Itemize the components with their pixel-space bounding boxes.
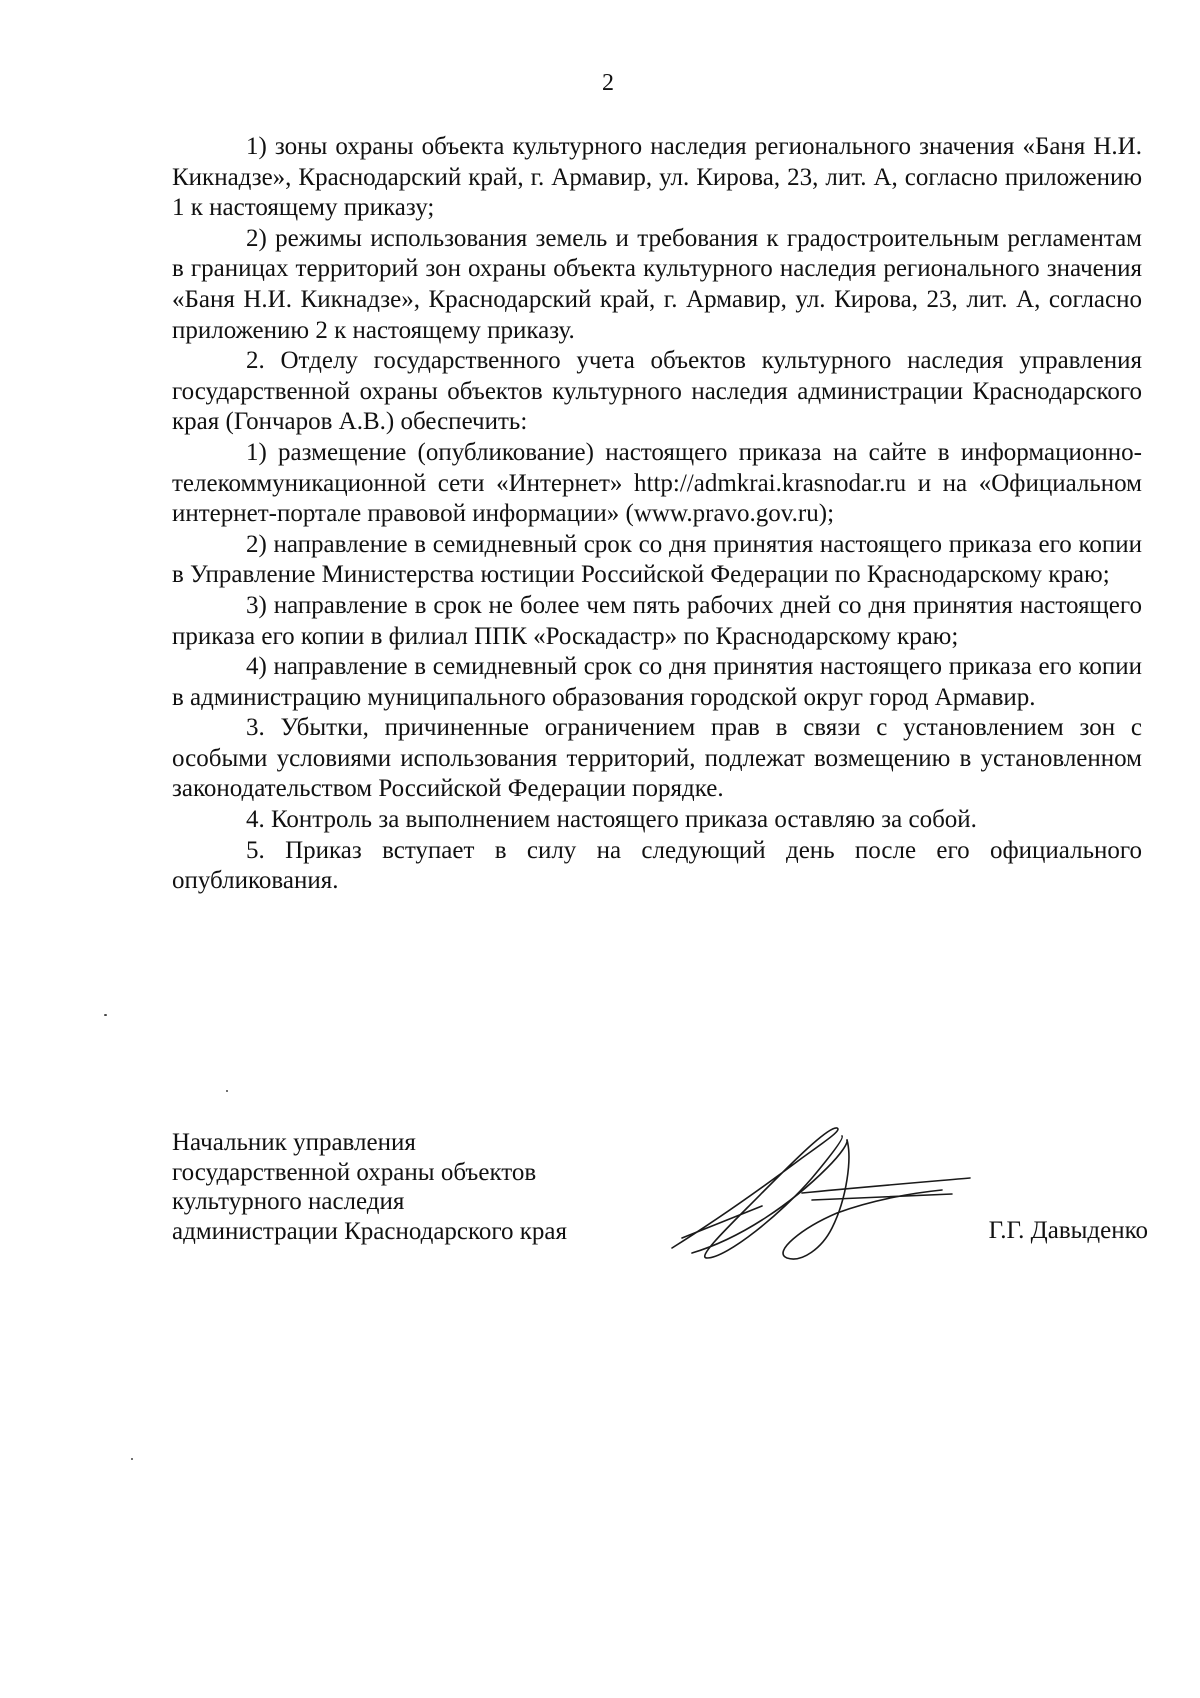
paragraph-2-registry-department: 2. Отделу государственного учета объектов культурного наследия управления государственной охраны объектов культурного наследия администрации Краснодарского края (Гончаров А.В.) обеспечить:: [172, 347, 1142, 436]
paragraph-2-2-ministry-of-justice: 2) направление в семидневный срок со дня принятия настоящего приказа его копии в Управление Министерства юстиции Российской Федерации по Краснодарскому краю;: [172, 530, 1142, 589]
paragraph-2-3-roskadastr: 3) направление в срок не более чем пять рабочих дней со дня принятия настоящего приказа его копии в филиал ППК «Роскадастр» по Краснодарскому краю;: [172, 591, 1142, 650]
paragraph-4-control: 4. Контроль за выполнением настоящего приказа оставляю за собой.: [246, 806, 977, 834]
signer-position-line: государственной охраны объектов: [172, 1158, 537, 1186]
paragraph-3-losses: 3. Убытки, причиненные ограничением прав в связи с установлением зон с особыми условиями использования территорий, подлежат возмещению в установленном законодательством Российской Федерации порядке.: [172, 714, 1142, 803]
page-number: 2: [602, 70, 614, 96]
signer-position-line: администрации Краснодарского края: [172, 1217, 568, 1245]
scan-speck: [104, 1014, 107, 1016]
signer-position: [172, 1128, 567, 1246]
paragraph-1-1-protection-zones: 1) зоны охраны объекта культурного наследия регионального значения «Баня Н.И. Кикнадзе», Краснодарский край, г. Армавир, ул. Кирова, 23, лит. А, согласно приложению 1 к настоящему приказу;: [172, 133, 1142, 222]
paragraph-2-4-municipal-administration: 4) направление в семидневный срок со дня принятия настоящего приказа его копии в администрацию муниципального образования городской округ город Армавир.: [172, 653, 1142, 711]
signer-name: Г.Г. Давыденко: [988, 1217, 1148, 1244]
signer-position-line: Начальник управления: [172, 1129, 416, 1156]
paragraph-2-1-publication: 1) размещение (опубликование) настоящего приказа на сайте в информационно-телекоммуникационной сети «Интернет» http://admkrai.krasnodar.ru и на «Официальном интернет-портале правовой информации» (www.pravo.gov.ru);: [172, 438, 1142, 528]
scan-speck: [131, 1458, 133, 1460]
document-body: [172, 132, 1142, 897]
scan-speck: [226, 1090, 228, 1092]
paragraph-5-entry-into-force: 5. Приказ вступает в силу на следующий день после его официального опубликования.: [172, 836, 1142, 895]
signature-block: [172, 1128, 1148, 1268]
signer-position-line: культурного наследия: [172, 1188, 405, 1215]
paragraph-1-2-land-use-regimes: 2) режимы использования земель и требования к градостроительным регламентам в границах территорий зон охраны объекта культурного наследия регионального значения «Баня Н.И. Кикнадзе», Краснодарский край, г. Армавир, ул. Кирова, 23, лит. А, согласно приложению 2 к настоящему приказу.: [172, 224, 1142, 344]
handwritten-signature: [652, 1118, 982, 1268]
